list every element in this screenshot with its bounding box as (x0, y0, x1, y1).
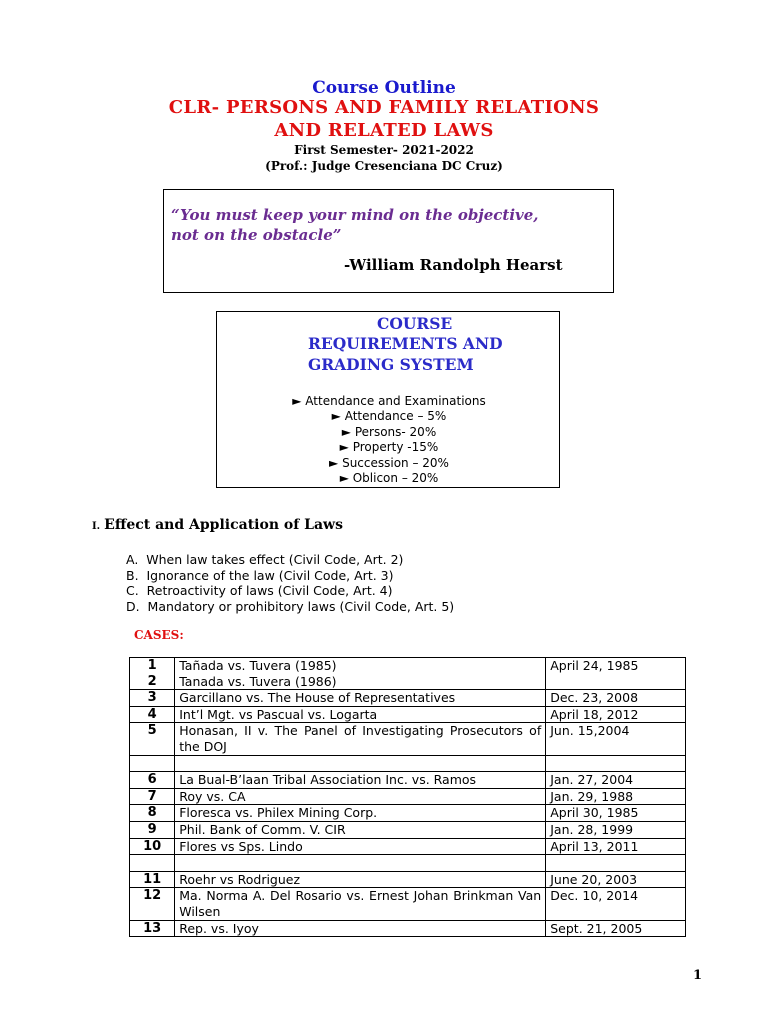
requirement-item: ► Succession – 20% (329, 455, 449, 470)
table-row (130, 871, 686, 888)
case-title-cell: La Bual-B’laan Tribal Association Inc. vs. Ramos (175, 772, 546, 789)
quote-line1: “You must keep your mind on the objective, (171, 206, 539, 224)
case-title-cell: Phil. Bank of Comm. V. CIR (175, 821, 546, 838)
table-row (130, 658, 686, 690)
case-date-cell: April 18, 2012 (546, 706, 686, 723)
table-row (130, 788, 686, 805)
table-row (130, 772, 686, 789)
case-number-cell (130, 855, 175, 872)
requirements-box (216, 311, 560, 488)
case-number-cell: 6 (130, 772, 175, 789)
document-title-line1: CLR- PERSONS AND FAMILY RELATIONS (168, 97, 600, 118)
table-row (130, 690, 686, 707)
case-number-cell (130, 755, 175, 772)
case-date-cell: Sept. 21, 2005 (546, 920, 686, 937)
table-row (130, 888, 686, 920)
case-title-cell (175, 855, 546, 872)
case-number-cell: 12 (130, 888, 175, 920)
case-title-cell: Int’l Mgt. vs Pascual vs. Logarta (175, 706, 546, 723)
case-date-cell: April 24, 1985 (546, 658, 686, 690)
section-item: B. Ignorance of the law (Civil Code, Art. 3) (126, 567, 394, 583)
case-title-cell: Flores vs Sps. Lindo (175, 838, 546, 855)
case-title-cell: Roy vs. CA (175, 788, 546, 805)
case-date-cell: Jan. 28, 1999 (546, 821, 686, 838)
case-number-cell: 11 (130, 871, 175, 888)
case-number-cell: 10 (130, 838, 175, 855)
section-items (126, 552, 454, 614)
table-row (130, 821, 686, 838)
case-date-cell: Jan. 27, 2004 (546, 772, 686, 789)
section-item: A. When law takes effect (Civil Code, Art. 2) (126, 552, 404, 567)
case-title-cell (175, 755, 546, 772)
case-title-cell: Honasan, II v. The Panel of Investigating Prosecutors of the DOJ (175, 723, 546, 755)
professor-label: (Prof.: Judge Cresenciana DC Cruz) (265, 159, 503, 173)
case-number-cell: 7 (130, 788, 175, 805)
requirement-item: ► Persons- 20% (341, 424, 437, 439)
case-number-cell: 13 (130, 920, 175, 937)
requirement-item: ► Attendance – 5% (331, 409, 447, 424)
case-title-cell: Tañada vs. Tuvera (1985) Tanada vs. Tuvera (1986) (175, 658, 546, 690)
semester-label: First Semester- 2021-2022 (294, 143, 474, 157)
case-date-cell: April 13, 2011 (546, 838, 686, 855)
table-row (130, 920, 686, 937)
case-title-cell: Floresca vs. Philex Mining Corp. (175, 805, 546, 822)
table-row (130, 706, 686, 723)
case-date-cell: April 30, 1985 (546, 805, 686, 822)
requirement-item: ► Attendance and Examinations (292, 394, 486, 408)
case-date-cell (546, 855, 686, 872)
cases-table (129, 657, 686, 937)
case-date-cell (546, 755, 686, 772)
section-item: C. Retroactivity of laws (Civil Code, Art. 4) (126, 583, 393, 598)
section-title: Effect and Application of Laws (104, 517, 343, 533)
case-title-cell: Rep. vs. Iyoy (175, 920, 546, 937)
case-title-cell: Garcillano vs. The House of Representatives (175, 690, 546, 707)
document-title-line2: AND RELATED LAWS (274, 120, 494, 141)
case-number-cell: 9 (130, 821, 175, 838)
quote-box (163, 189, 614, 293)
course-outline-heading: Course Outline (312, 78, 456, 98)
quote-text (171, 205, 539, 245)
requirements-list (217, 394, 561, 486)
requirements-title-line1: COURSE (377, 314, 453, 333)
quote-author: -William Randolph Hearst (344, 256, 563, 274)
section-item: D. Mandatory or prohibitory laws (Civil Code, Art. 5) (126, 598, 455, 614)
case-date-cell: Jun. 15,2004 (546, 723, 686, 755)
requirement-item: ► Oblicon – 20% (339, 471, 439, 486)
case-date-cell: Dec. 10, 2014 (546, 888, 686, 920)
section-heading (92, 517, 343, 533)
case-date-cell: June 20, 2003 (546, 871, 686, 888)
requirement-item: ► Property -15% (339, 440, 439, 455)
section-number: I. (92, 521, 101, 532)
requirements-title-line3: GRADING SYSTEM (308, 355, 474, 374)
case-number-cell: 5 (130, 723, 175, 755)
case-title-cell: Ma. Norma A. Del Rosario vs. Ernest Johan Brinkman Van Wilsen (175, 888, 546, 920)
table-row (130, 723, 686, 755)
cases-label: CASES: (134, 628, 184, 642)
requirements-title-line2: REQUIREMENTS AND (308, 334, 503, 353)
case-date-cell: Jan. 29, 1988 (546, 788, 686, 805)
case-number-cell: 8 (130, 805, 175, 822)
page-number: 1 (693, 968, 703, 983)
quote-line2: not on the obstacle” (171, 226, 342, 244)
case-number-cell: 4 (130, 706, 175, 723)
case-title-cell: Roehr vs Rodriguez (175, 871, 546, 888)
case-number-cell: 3 (130, 690, 175, 707)
case-number-cell: 1 2 (130, 658, 175, 690)
table-row (130, 805, 686, 822)
table-row (130, 855, 686, 872)
case-date-cell: Dec. 23, 2008 (546, 690, 686, 707)
table-row (130, 755, 686, 772)
table-row (130, 838, 686, 855)
